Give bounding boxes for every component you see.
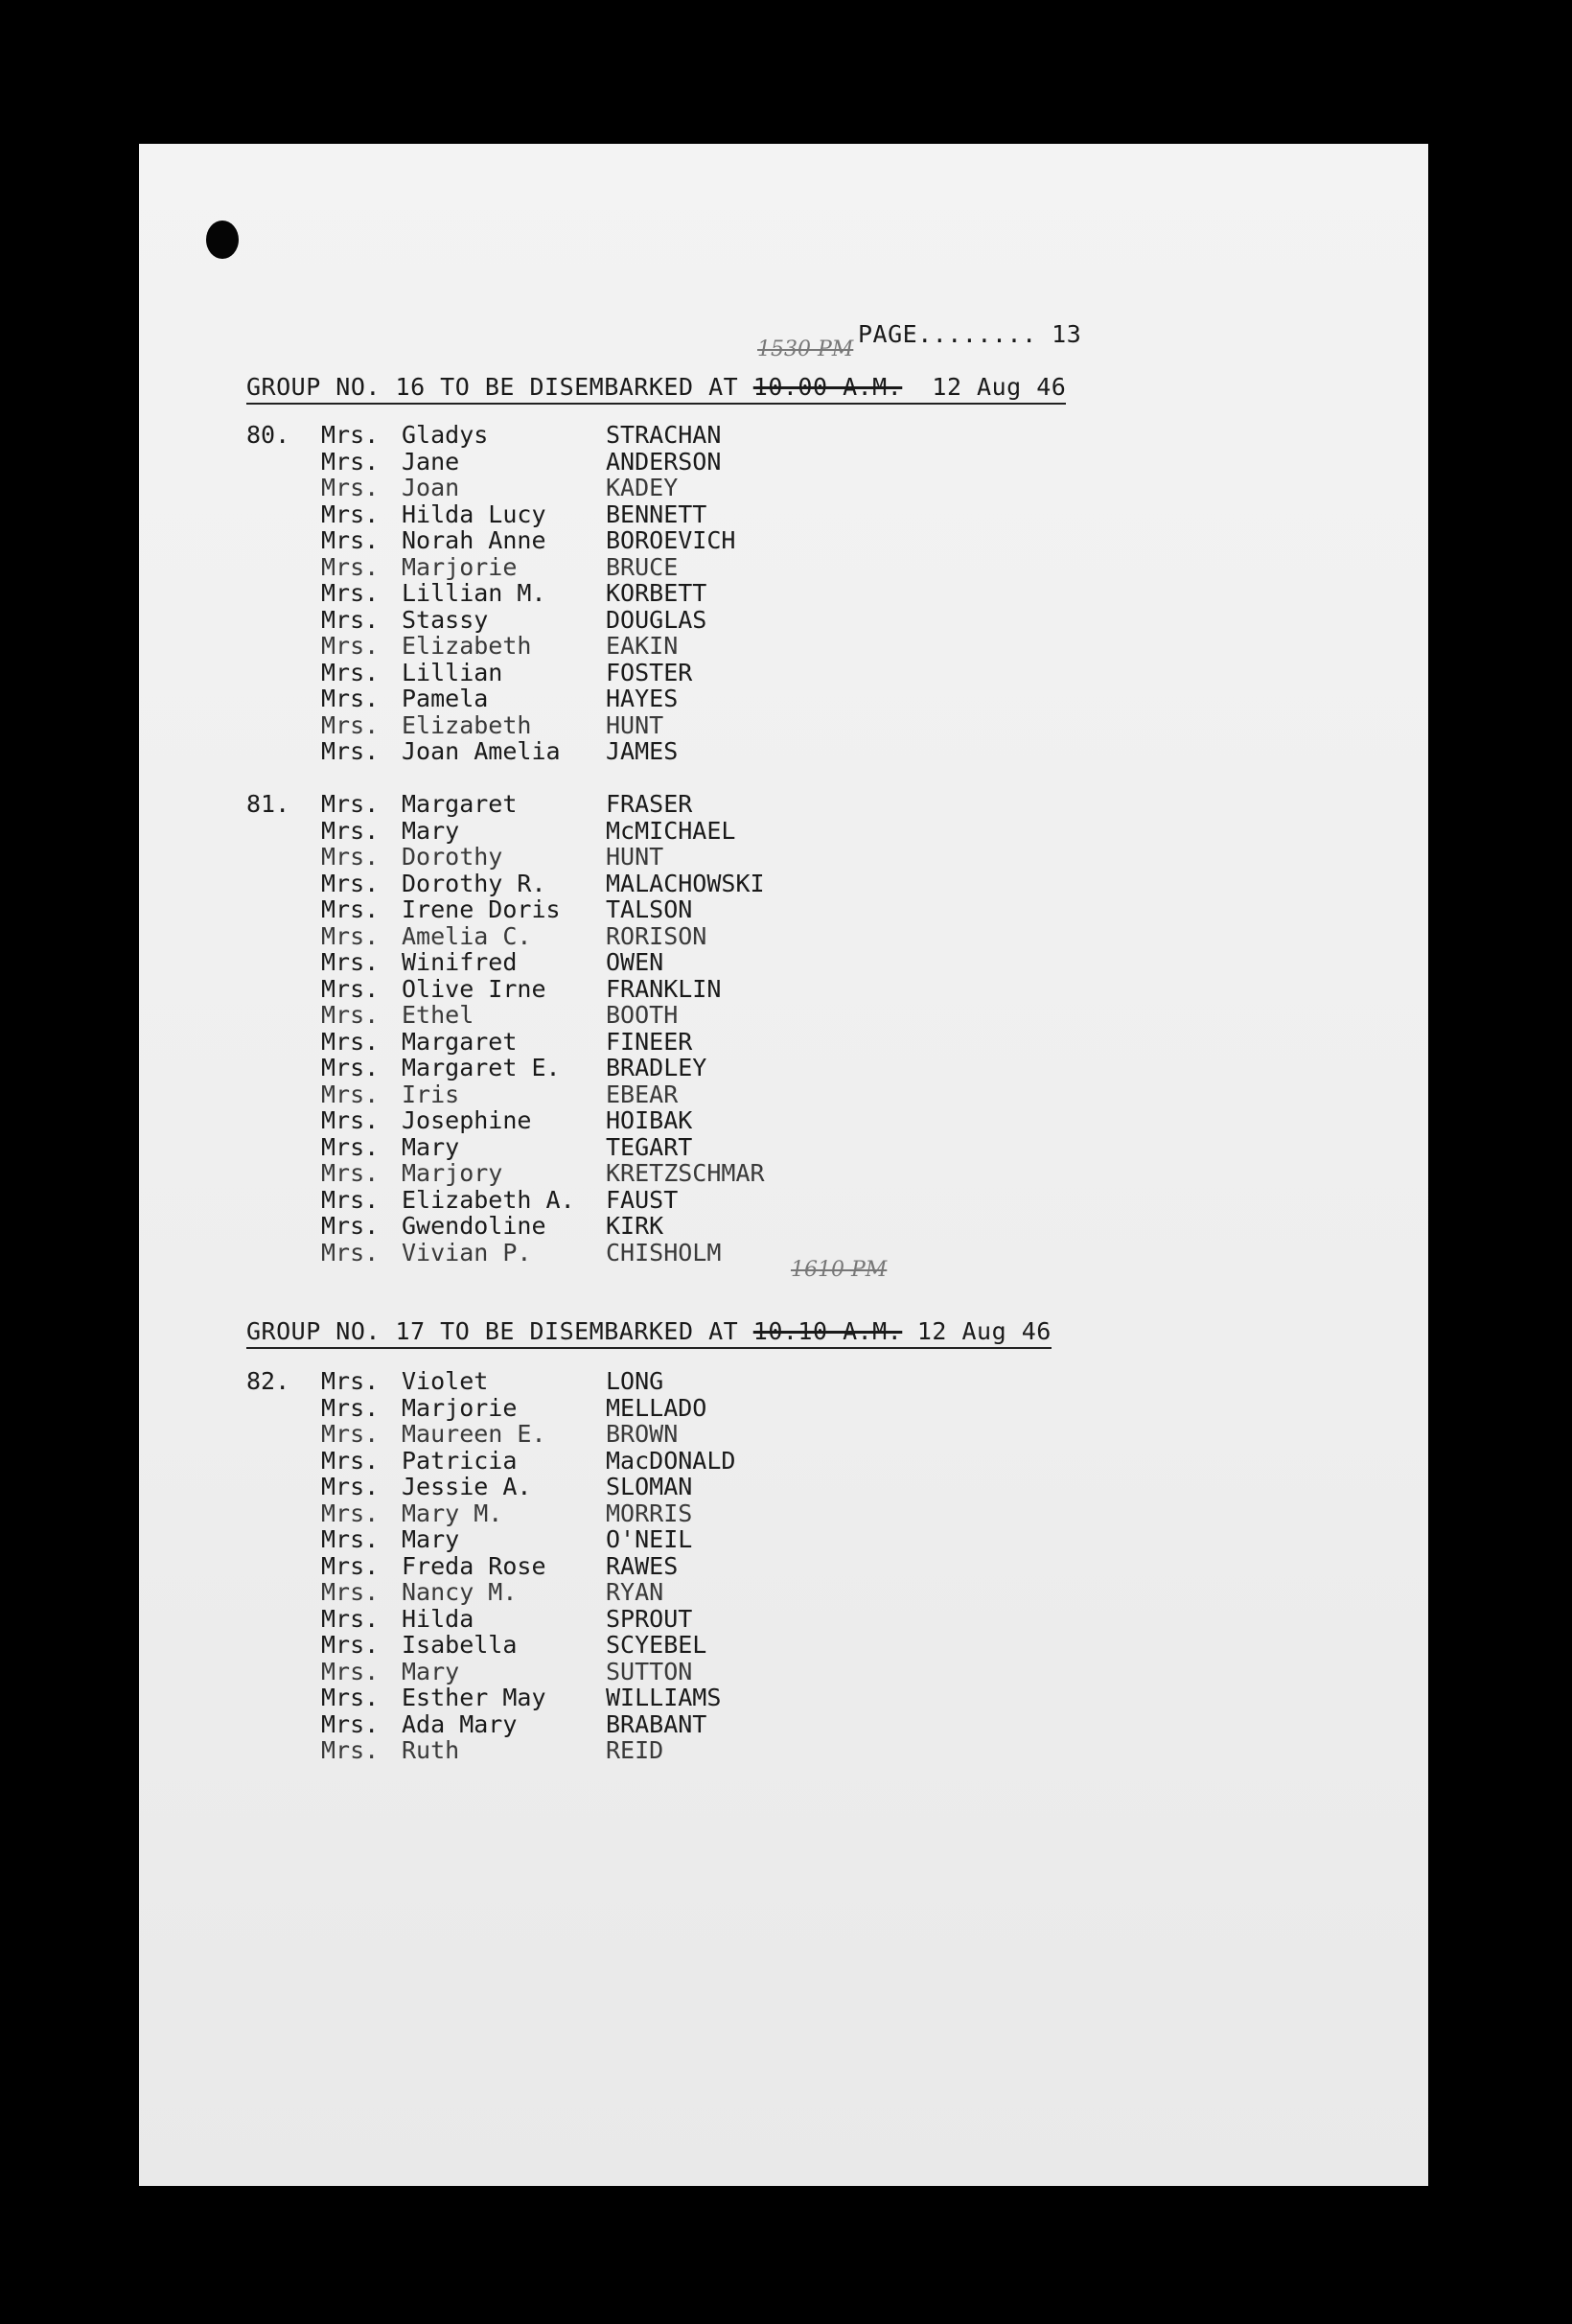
surname: FRANKLIN bbox=[606, 974, 722, 1003]
document-sheet bbox=[139, 144, 1428, 2186]
given-name: Mary M. bbox=[402, 1499, 503, 1527]
surname: RORISON bbox=[606, 921, 707, 950]
given-name: Norah Anne bbox=[402, 526, 546, 554]
title: Mrs. bbox=[321, 447, 380, 476]
group-header-text: GROUP NO. 16 TO BE DISEMBARKED AT bbox=[246, 373, 739, 401]
title: Mrs. bbox=[321, 1420, 380, 1448]
title: Mrs. bbox=[321, 948, 380, 976]
given-name: Patricia bbox=[402, 1446, 518, 1475]
given-name: Marjorie bbox=[402, 552, 518, 581]
title: Mrs. bbox=[321, 605, 380, 634]
given-name: Maureen E. bbox=[402, 1420, 546, 1448]
title: Mrs. bbox=[321, 843, 380, 871]
section-number: 81. bbox=[246, 790, 290, 818]
surname: SCYEBEL bbox=[606, 1631, 707, 1659]
title: Mrs. bbox=[321, 816, 380, 845]
surname: LONG bbox=[606, 1367, 664, 1395]
surname: KADEY bbox=[606, 474, 679, 501]
given-name: Vivian P. bbox=[402, 1238, 532, 1267]
given-name: Gladys bbox=[402, 421, 489, 449]
surname: MELLADO bbox=[606, 1393, 707, 1422]
title: Mrs. bbox=[321, 1159, 380, 1187]
title: Mrs. bbox=[321, 1132, 380, 1161]
title: Mrs. bbox=[321, 1631, 380, 1659]
surname: BENNETT bbox=[606, 500, 707, 528]
title: Mrs. bbox=[321, 790, 380, 818]
surname: ANDERSON bbox=[606, 447, 722, 476]
given-name: Iris bbox=[402, 1080, 460, 1108]
surname: KORBETT bbox=[606, 579, 707, 607]
given-name: Stassy bbox=[402, 605, 489, 634]
surname: BRADLEY bbox=[606, 1054, 707, 1081]
surname: O'NEIL bbox=[606, 1525, 693, 1553]
given-name: Joan Amelia bbox=[402, 737, 561, 765]
title: Mrs. bbox=[321, 526, 380, 554]
given-name: Lillian bbox=[402, 658, 503, 686]
surname: FINEER bbox=[606, 1027, 693, 1056]
given-name: Dorothy R. bbox=[402, 869, 546, 897]
title: Mrs. bbox=[321, 579, 380, 607]
given-name: Elizabeth bbox=[402, 710, 532, 739]
group-header bbox=[246, 374, 1066, 405]
surname: HAYES bbox=[606, 685, 679, 712]
surname: SUTTON bbox=[606, 1657, 693, 1685]
title: Mrs. bbox=[321, 1238, 380, 1267]
group-header-text: GROUP NO. 17 TO BE DISEMBARKED AT bbox=[246, 1317, 739, 1345]
handwritten-time-note: 1530 PM bbox=[757, 337, 854, 361]
surname: BOOTH bbox=[606, 1001, 679, 1029]
title: Mrs. bbox=[321, 1027, 380, 1056]
given-name: Mary bbox=[402, 1525, 460, 1553]
given-name: Jessie A. bbox=[402, 1473, 532, 1500]
given-name: Freda Rose bbox=[402, 1551, 546, 1580]
surname: HOIBAK bbox=[606, 1106, 693, 1134]
group-date: 12 Aug 46 bbox=[932, 373, 1067, 401]
given-name: Hilda Lucy bbox=[402, 500, 546, 528]
given-name: Winifred bbox=[402, 948, 518, 976]
surname: KRETZSCHMAR bbox=[606, 1159, 765, 1187]
title: Mrs. bbox=[321, 658, 380, 686]
surname: RAWES bbox=[606, 1551, 679, 1580]
title: Mrs. bbox=[321, 869, 380, 897]
title: Mrs. bbox=[321, 1578, 380, 1606]
surname: JAMES bbox=[606, 737, 679, 765]
given-name: Lillian M. bbox=[402, 579, 546, 607]
given-name: Olive Irne bbox=[402, 974, 546, 1003]
surname: TALSON bbox=[606, 895, 693, 923]
surname: MORRIS bbox=[606, 1499, 693, 1527]
title: Mrs. bbox=[321, 1551, 380, 1580]
title: Mrs. bbox=[321, 1499, 380, 1527]
given-name: Mary bbox=[402, 816, 460, 845]
title: Mrs. bbox=[321, 421, 380, 449]
surname: McMICHAEL bbox=[606, 816, 736, 845]
given-name: Gwendoline bbox=[402, 1212, 546, 1240]
given-name: Elizabeth A. bbox=[402, 1185, 575, 1214]
surname: EBEAR bbox=[606, 1080, 679, 1108]
surname: WILLIAMS bbox=[606, 1684, 722, 1711]
surname: MALACHOWSKI bbox=[606, 869, 765, 897]
title: Mrs. bbox=[321, 1684, 380, 1711]
title: Mrs. bbox=[321, 1185, 380, 1214]
given-name: Nancy M. bbox=[402, 1578, 518, 1606]
given-name: Josephine bbox=[402, 1106, 532, 1134]
given-name: Joan bbox=[402, 474, 460, 501]
punch-hole bbox=[206, 221, 239, 259]
given-name: Hilda bbox=[402, 1604, 474, 1633]
given-name: Esther May bbox=[402, 1684, 546, 1711]
title: Mrs. bbox=[321, 632, 380, 660]
surname: CHISHOLM bbox=[606, 1238, 722, 1267]
title: Mrs. bbox=[321, 1106, 380, 1134]
title: Mrs. bbox=[321, 1473, 380, 1500]
given-name: Irene Doris bbox=[402, 895, 561, 923]
given-name: Ada Mary bbox=[402, 1709, 518, 1738]
surname: HUNT bbox=[606, 710, 664, 739]
title: Mrs. bbox=[321, 1393, 380, 1422]
given-name: Violet bbox=[402, 1367, 489, 1395]
surname: KIRK bbox=[606, 1212, 664, 1240]
section-number: 80. bbox=[246, 421, 290, 449]
title: Mrs. bbox=[321, 974, 380, 1003]
title: Mrs. bbox=[321, 474, 380, 501]
given-name: Isabella bbox=[402, 1631, 518, 1659]
surname: MacDONALD bbox=[606, 1446, 736, 1475]
surname: RYAN bbox=[606, 1578, 664, 1606]
title: Mrs. bbox=[321, 552, 380, 581]
title: Mrs. bbox=[321, 921, 380, 950]
surname: STRACHAN bbox=[606, 421, 722, 449]
surname: FAUST bbox=[606, 1185, 679, 1214]
title: Mrs. bbox=[321, 1604, 380, 1633]
surname: BROWN bbox=[606, 1420, 679, 1448]
title: Mrs. bbox=[321, 1709, 380, 1738]
given-name: Margaret E. bbox=[402, 1054, 561, 1081]
given-name: Marjory bbox=[402, 1159, 503, 1187]
group-header bbox=[246, 1318, 1052, 1349]
handwritten-time-note: 1610 PM bbox=[791, 1258, 888, 1282]
surname: BRABANT bbox=[606, 1709, 707, 1738]
title: Mrs. bbox=[321, 895, 380, 923]
given-name: Elizabeth bbox=[402, 632, 532, 660]
title: Mrs. bbox=[321, 1001, 380, 1029]
surname: SPROUT bbox=[606, 1604, 693, 1633]
title: Mrs. bbox=[321, 737, 380, 765]
page-number: PAGE........ 13 bbox=[858, 320, 1082, 348]
struck-time: 10.10 A.M. bbox=[752, 1317, 903, 1345]
surname: BRUCE bbox=[606, 552, 679, 581]
given-name: Mary bbox=[402, 1132, 460, 1161]
given-name: Amelia C. bbox=[402, 921, 532, 950]
struck-time: 10.00 A.M. bbox=[752, 373, 903, 401]
given-name: Margaret bbox=[402, 1027, 518, 1056]
title: Mrs. bbox=[321, 710, 380, 739]
group-date: 12 Aug 46 bbox=[916, 1317, 1052, 1345]
title: Mrs. bbox=[321, 1736, 380, 1764]
title: Mrs. bbox=[321, 1446, 380, 1475]
given-name: Dorothy bbox=[402, 843, 503, 871]
surname: BOROEVICH bbox=[606, 526, 736, 554]
title: Mrs. bbox=[321, 1525, 380, 1553]
given-name: Mary bbox=[402, 1657, 460, 1685]
surname: FRASER bbox=[606, 790, 693, 818]
surname: EAKIN bbox=[606, 632, 679, 660]
surname: REID bbox=[606, 1736, 664, 1764]
surname: OWEN bbox=[606, 948, 664, 976]
given-name: Ethel bbox=[402, 1001, 474, 1029]
surname: HUNT bbox=[606, 843, 664, 871]
given-name: Ruth bbox=[402, 1736, 460, 1764]
title: Mrs. bbox=[321, 500, 380, 528]
section-number: 82. bbox=[246, 1367, 290, 1395]
title: Mrs. bbox=[321, 1054, 380, 1081]
surname: DOUGLAS bbox=[606, 605, 707, 634]
title: Mrs. bbox=[321, 685, 380, 712]
title: Mrs. bbox=[321, 1212, 380, 1240]
given-name: Margaret bbox=[402, 790, 518, 818]
given-name: Marjorie bbox=[402, 1393, 518, 1422]
surname: FOSTER bbox=[606, 658, 693, 686]
title: Mrs. bbox=[321, 1367, 380, 1395]
surname: TEGART bbox=[606, 1132, 693, 1161]
title: Mrs. bbox=[321, 1657, 380, 1685]
given-name: Jane bbox=[402, 447, 460, 476]
given-name: Pamela bbox=[402, 685, 489, 712]
surname: SLOMAN bbox=[606, 1473, 693, 1500]
title: Mrs. bbox=[321, 1080, 380, 1108]
